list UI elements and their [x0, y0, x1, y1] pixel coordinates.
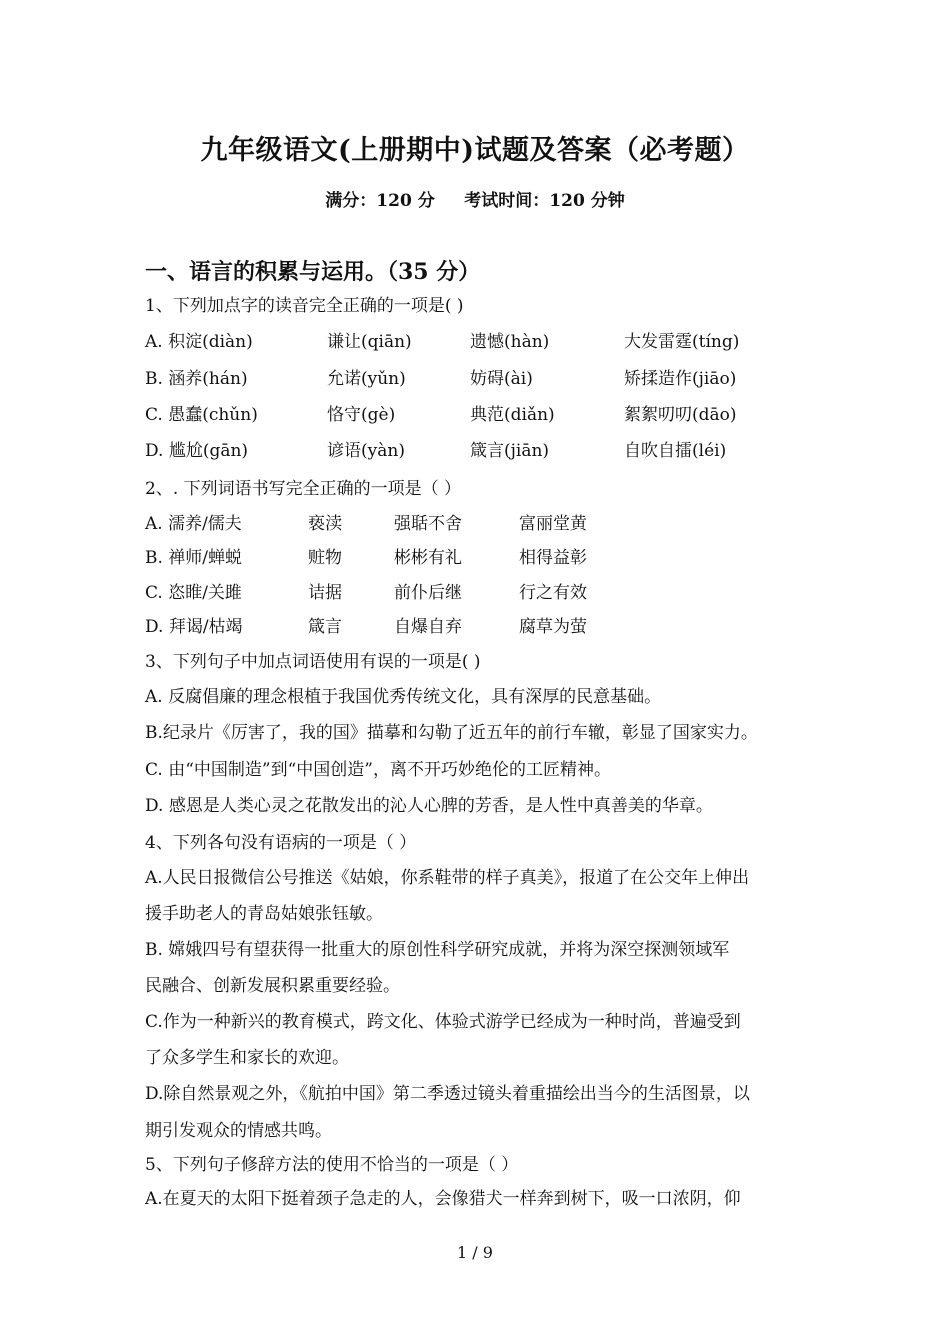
question-3-stem: 3、下列句子中加点词语使用有误的一项是( ): [145, 652, 481, 672]
q2-option-cell: C. 恣睢/关雎: [145, 583, 242, 603]
q1-option-cell: A. 积淀(diàn): [145, 332, 253, 352]
q3-option: D. 感恩是人类心灵之花散发出的沁人心脾的芳香，是人性中真善美的华章。: [145, 796, 713, 816]
q1-option-cell: B. 涵养(hán): [145, 369, 248, 389]
q2-option-cell: 箴言: [308, 617, 342, 637]
q4-text-line: D.除自然景观之外，《航拍中国》第二季透过镜头着重描绘出当今的生活图景，以: [145, 1084, 750, 1104]
q2-option-cell: 富丽堂黄: [519, 514, 587, 534]
q3-option: A. 反腐倡廉的理念根植于我国优秀传统文化，具有深厚的民意基础。: [145, 687, 662, 707]
q2-option-cell: B. 禅师/蝉蜕: [145, 548, 243, 568]
q4-text-line: 援手助老人的青岛姑娘张钰敏。: [145, 904, 383, 924]
q1-option-cell: 典范(diǎn): [470, 405, 555, 425]
q2-option-cell: 腐草为萤: [519, 617, 587, 637]
q4-text-line: A.人民日报微信公号推送《姑娘，你系鞋带的样子真美》，报道了在公交年上伸出: [145, 868, 750, 888]
q4-text-line: B. 嫦娥四号有望获得一批重大的原创性科学研究成就，并将为深空探测领域军: [145, 940, 730, 960]
q4-text-line: C.作为一种新兴的教育模式，跨文化、体验式游学已经成为一种时尚，普遍受到: [145, 1012, 741, 1032]
q1-option-cell: 恪守(gè): [327, 405, 396, 425]
q1-option-cell: 谦让(qiān): [327, 332, 412, 352]
q3-option: C. 由“中国制造”到“中国创造”，离不开巧妙绝伦的工匠精神。: [145, 760, 611, 780]
q1-option-cell: 箴言(jiān): [470, 441, 550, 461]
q1-option-cell: C. 愚蠢(chǔn): [145, 405, 258, 425]
q1-option-cell: 自吹自擂(léi): [624, 441, 727, 461]
question-4-stem: 4、下列各句没有语病的一项是（ ）: [145, 833, 417, 853]
q2-option-cell: 诘据: [308, 583, 342, 603]
q3-option: B.纪录片《厉害了，我的国》描摹和勾勒了近五年的前行车辙，彰显了国家实力。: [145, 723, 758, 743]
q1-option-cell: D. 尴尬(gān): [145, 441, 249, 461]
question-5-stem: 5、下列句子修辞方法的使用不恰当的一项是（ ）: [145, 1155, 519, 1175]
q5-text-line: A.在夏天的太阳下挺着颈子急走的人，会像猎犬一样奔到树下，吸一口浓阴，仰: [145, 1189, 741, 1209]
question-1-stem: 1、下列加点字的读音完全正确的一项是( ): [145, 296, 464, 316]
q2-option-cell: D. 拜谒/枯竭: [145, 617, 243, 637]
q1-option-cell: 遗憾(hàn): [470, 332, 550, 352]
q2-option-cell: A. 濡养/儒夫: [145, 514, 242, 534]
q1-option-cell: 谚语(yàn): [327, 441, 405, 461]
q1-option-cell: 大发雷霆(tíng): [624, 332, 740, 352]
section-heading: 一、语言的积累与运用。（35 分）: [145, 259, 481, 285]
q2-option-cell: 前仆后继: [394, 583, 462, 603]
q1-option-cell: 妨碍(ài): [470, 369, 533, 389]
q1-option-cell: 矫揉造作(jiāo): [624, 369, 737, 389]
q2-option-cell: 相得益彰: [519, 548, 587, 568]
q1-option-cell: 絮絮叨叨(dāo): [624, 405, 737, 425]
q2-option-cell: 彬彬有礼: [394, 548, 462, 568]
question-2-stem: 2、. 下列词语书写完全正确的一项是（ ）: [145, 479, 462, 499]
q2-option-cell: 强聒不舍: [394, 514, 462, 534]
q2-option-cell: 亵渎: [308, 514, 342, 534]
q2-option-cell: 赃物: [308, 548, 342, 568]
q2-option-cell: 行之有效: [519, 583, 587, 603]
page-number: 1 / 9: [457, 1243, 493, 1262]
exam-info: 满分：120 分 考试时间：120 分钟: [325, 191, 625, 211]
q1-option-cell: 允诺(yǔn): [327, 369, 406, 389]
q4-text-line: 民融合、创新发展积累重要经验。: [145, 976, 400, 996]
q2-option-cell: 自爆自弃: [394, 617, 462, 637]
page-title: 九年级语文(上册期中)试题及答案（必考题）: [200, 135, 750, 166]
q4-text-line: 期引发观众的情感共鸣。: [145, 1121, 332, 1141]
q4-text-line: 了众多学生和家长的欢迎。: [145, 1048, 349, 1068]
